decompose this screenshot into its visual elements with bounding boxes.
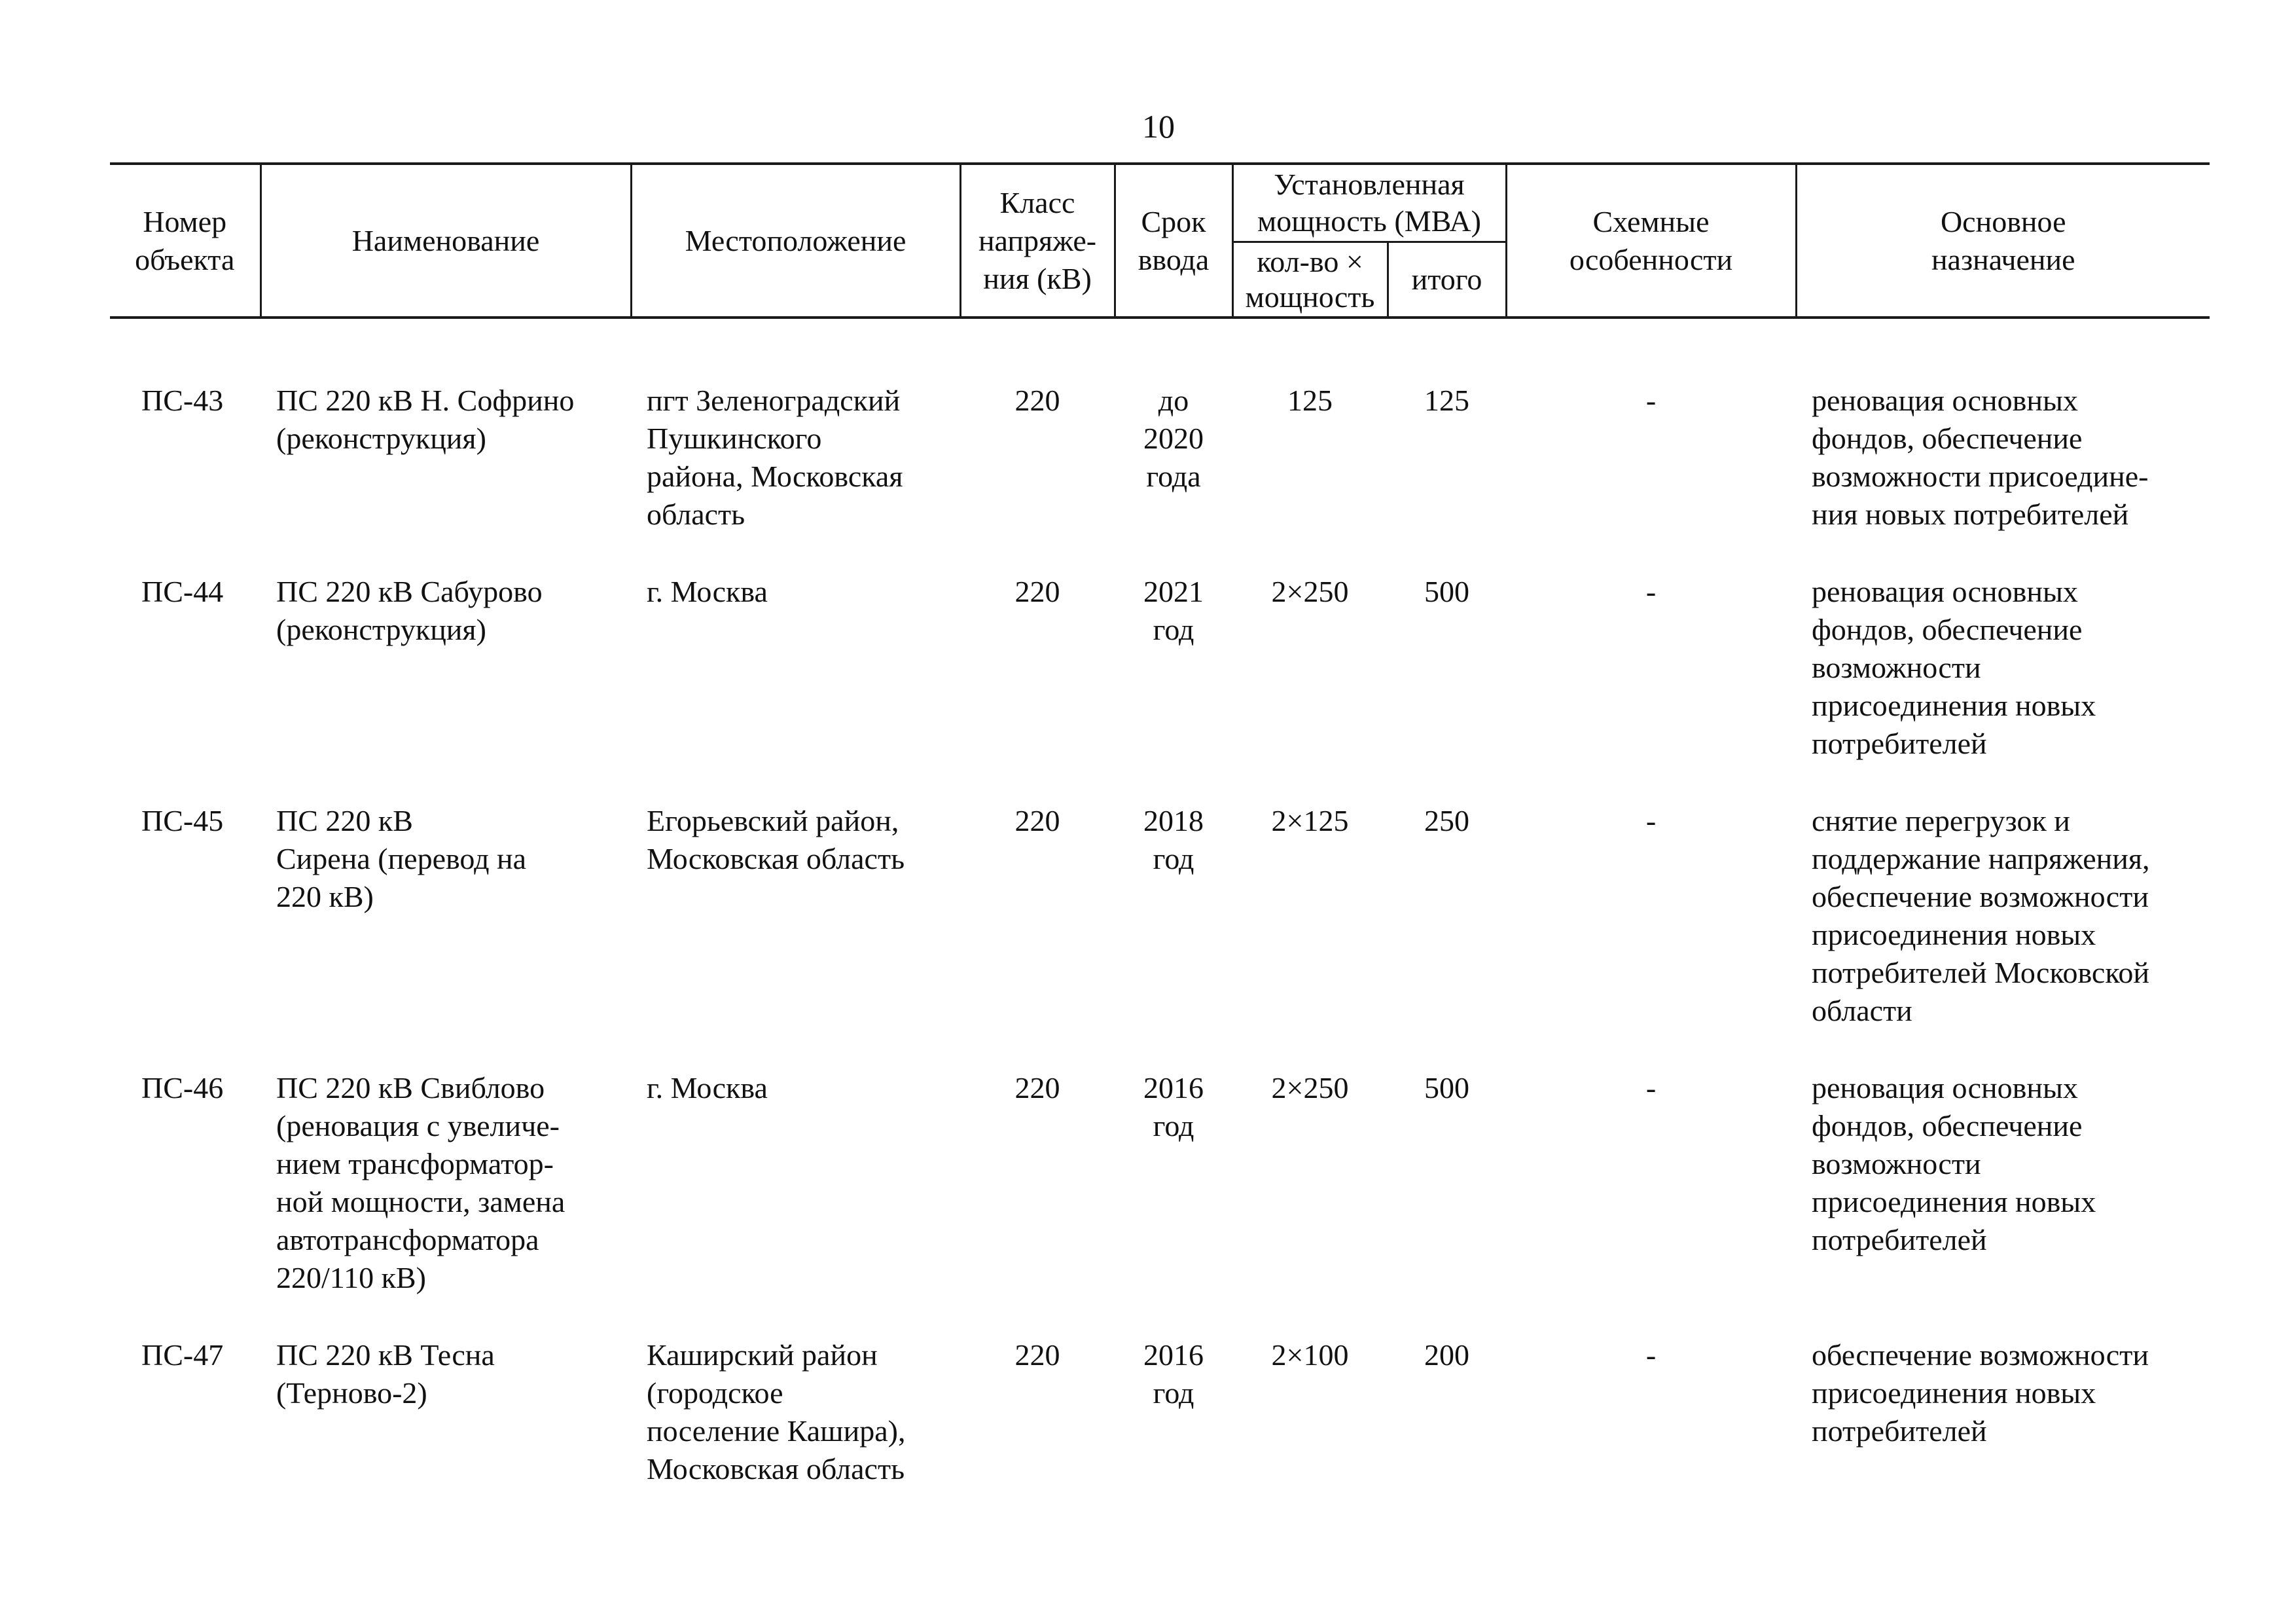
header-qty-power: кол-во × мощность [1232,242,1388,318]
cell-voltage: 220 [1014,1071,1060,1104]
header-commissioning: Срок ввода [1115,164,1232,318]
cell-schematic: - [1645,804,1657,837]
cell-name: ПС 220 кВ Сабурово (реконструкция) [276,575,543,646]
header-purpose: Основное назначение [1796,164,2210,318]
cell-location: пгт Зеленоградский Пушкинского района, Московская область [647,384,903,531]
cell-location: г. Москва [647,575,768,608]
cell-name: ПС 220 кВ Свиблово (реновация с увеличе- нием трансформатор- ной мощности, замена автотрансформатора 220/110 кВ) [276,1071,565,1294]
cell-purpose: обеспечение возможности присоединения новых потребителей [1812,1338,2149,1448]
cell-location: Каширский район (городское поселение Кашира), Московская область [647,1338,906,1486]
cell-total: 200 [1424,1338,1469,1372]
header-schematic: Схемные особенности [1506,164,1796,318]
cell-schematic: - [1645,384,1657,417]
cell-number: ПС-47 [141,1338,224,1372]
cell-location: Егорьевский район, Московская область [647,804,905,875]
header-voltage-class: Класс напряже- ния (кВ) [960,164,1115,318]
cell-number: ПС-45 [141,804,224,837]
cell-purpose: реновация основных фондов, обеспечение возможности присоединения новых потребителей [1812,1071,2096,1256]
substations-table [110,162,2210,1488]
cell-voltage: 220 [1014,1338,1060,1372]
cell-name: ПС 220 кВ Тесна (Терново-2) [276,1338,495,1410]
table-row [110,1030,2210,1297]
cell-schematic: - [1645,1338,1657,1372]
cell-purpose: реновация основных фондов, обеспечение возможности присоединения новых потребителей [1812,575,2096,760]
cell-number: ПС-43 [141,384,224,417]
cell-qty-power: 125 [1287,384,1333,417]
header-total: итого [1388,242,1506,318]
cell-total: 250 [1424,804,1469,837]
cell-term: до 2020 года [1143,384,1204,493]
header-location: Местоположение [631,164,960,318]
cell-name: ПС 220 кВ Н. Софрино (реконструкция) [276,384,575,455]
table-row [110,1297,2210,1488]
table-row [110,763,2210,1030]
cell-qty-power: 2×100 [1271,1338,1349,1372]
cell-voltage: 220 [1014,804,1060,837]
cell-schematic: - [1645,575,1657,608]
header-number: Номер объекта [110,164,260,318]
cell-term: 2016 год [1143,1338,1204,1410]
cell-schematic: - [1645,1071,1657,1104]
cell-number: ПС-44 [141,575,224,608]
cell-voltage: 220 [1014,575,1060,608]
cell-term: 2018 год [1143,804,1204,875]
table-body [110,318,2210,1488]
header-name: Наименование [260,164,631,318]
cell-total: 500 [1424,575,1469,608]
cell-purpose: снятие перегрузок и поддержание напряжения, обеспечение возможности присоединения новых потребителей Московской области [1812,804,2150,1027]
cell-purpose: реновация основных фондов, обеспечение возможности присоедине- ния новых потребителей [1812,384,2149,531]
cell-qty-power: 2×250 [1271,1071,1349,1104]
cell-qty-power: 2×125 [1271,804,1349,837]
cell-voltage: 220 [1014,384,1060,417]
cell-qty-power: 2×250 [1271,575,1349,608]
cell-number: ПС-46 [141,1071,224,1104]
header-installed-power: Установленная мощность (МВА) [1232,164,1506,242]
cell-total: 500 [1424,1071,1469,1104]
page-number: 10 [1142,108,1175,145]
table-row [110,318,2210,534]
cell-term: 2021 год [1143,575,1204,646]
cell-location: г. Москва [647,1071,768,1104]
cell-total: 125 [1424,384,1469,417]
cell-name: ПС 220 кВ Сирена (перевод на 220 кВ) [276,804,527,913]
table-header [110,164,2210,318]
table-row [110,534,2210,763]
cell-term: 2016 год [1143,1071,1204,1142]
